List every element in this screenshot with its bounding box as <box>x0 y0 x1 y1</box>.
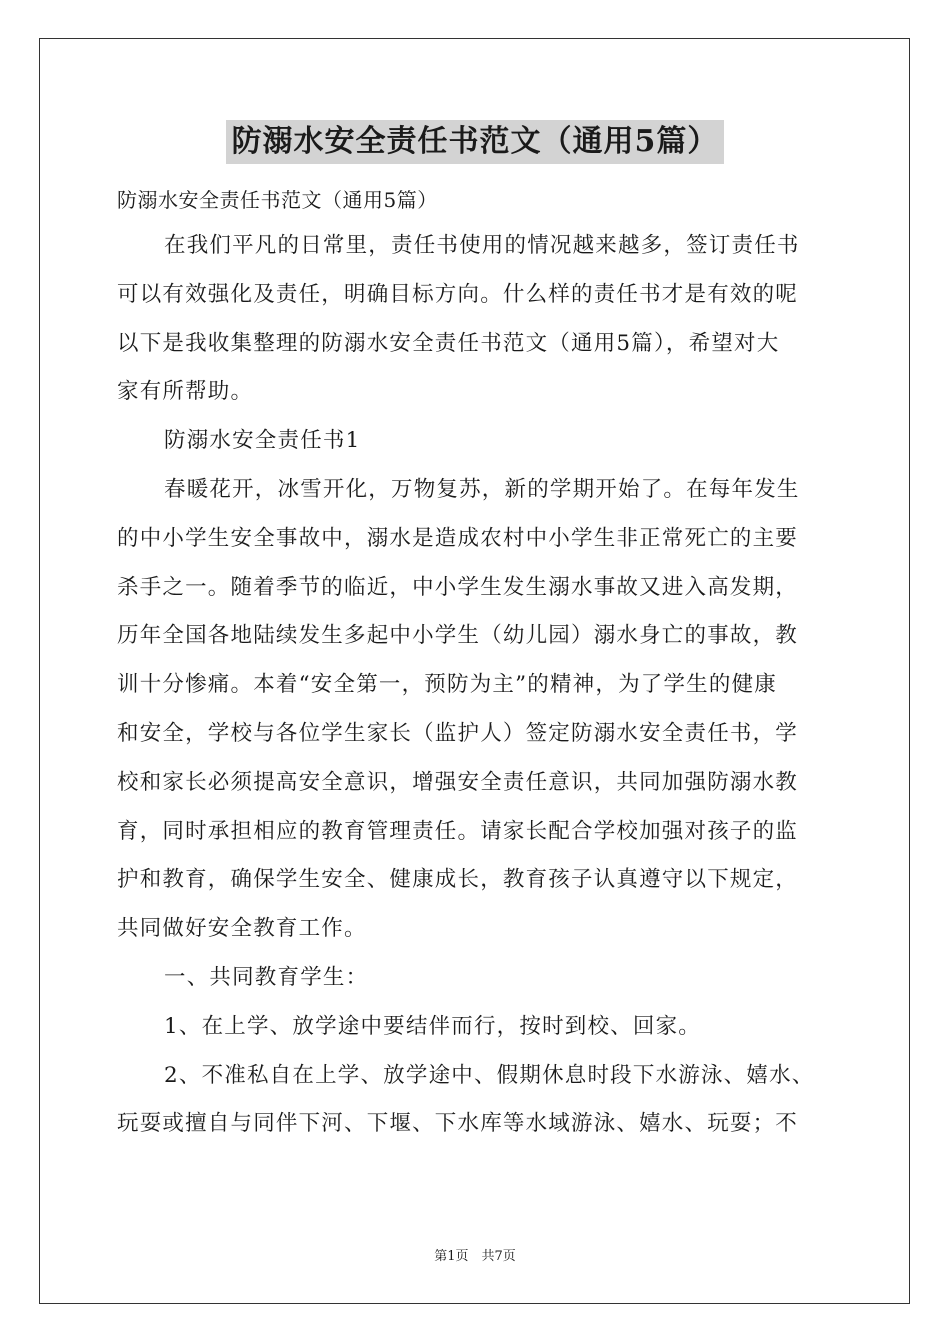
body-line: 和安全，学校与各位学生家长（监护人）签定防溺水安全责任书，学 <box>117 720 799 746</box>
body-line: 一、共同教育学生： <box>164 964 369 990</box>
body-line: 共同做好安全教育工作。 <box>117 916 367 942</box>
body-line: 育，同时承担相应的教育管理责任。请家长配合学校加强对孩子的监 <box>117 818 799 844</box>
body-line: 玩耍或擅自与同伴下河、下堰、下水库等水域游泳、嬉水、玩耍；不 <box>117 1111 799 1137</box>
body-line: 以下是我收集整理的防溺水安全责任书范文（通用5篇），希望对大 <box>117 330 780 356</box>
body-line: 1、在上学、放学途中要结伴而行，按时到校、回家。 <box>164 1013 701 1039</box>
body-line: 护和教育，确保学生安全、健康成长，教育孩子认真遵守以下规定， <box>117 867 799 893</box>
body-line: 训十分惨痛。本着“安全第一，预防为主”的精神，为了学生的健康 <box>117 672 777 698</box>
body-line: 家有所帮助。 <box>117 379 254 405</box>
title-container <box>0 120 950 164</box>
document-subtitle: 防溺水安全责任书范文（通用5篇） <box>117 188 438 212</box>
body-line: 历年全国各地陆续发生多起中小学生（幼儿园）溺水身亡的事故，教 <box>117 623 799 649</box>
page-footer: 第1页 共7页 <box>434 1249 516 1264</box>
body-line: 的中小学生安全事故中，溺水是造成农村中小学生非正常死亡的主要 <box>117 525 799 551</box>
document-title: 防溺水安全责任书范文（通用5篇） <box>226 120 725 164</box>
body-line: 可以有效强化及责任，明确目标方向。什么样的责任书才是有效的呢 <box>117 281 799 307</box>
body-line: 春暖花开，冰雪开化，万物复苏，新的学期开始了。在每年发生 <box>164 476 800 502</box>
document-body <box>117 178 833 1149</box>
body-line: 校和家长必须提高安全意识，增强安全责任意识，共同加强防溺水教 <box>117 769 799 795</box>
body-line: 杀手之一。随着季节的临近，中小学生发生溺水事故又进入高发期， <box>117 574 799 600</box>
body-line: 防溺水安全责任书1 <box>164 428 361 454</box>
body-line: 2、不准私自在上学、放学途中、假期休息时段下水游泳、嬉水、 <box>164 1062 815 1088</box>
body-line: 在我们平凡的日常里，责任书使用的情况越来越多，签订责任书 <box>164 233 800 258</box>
